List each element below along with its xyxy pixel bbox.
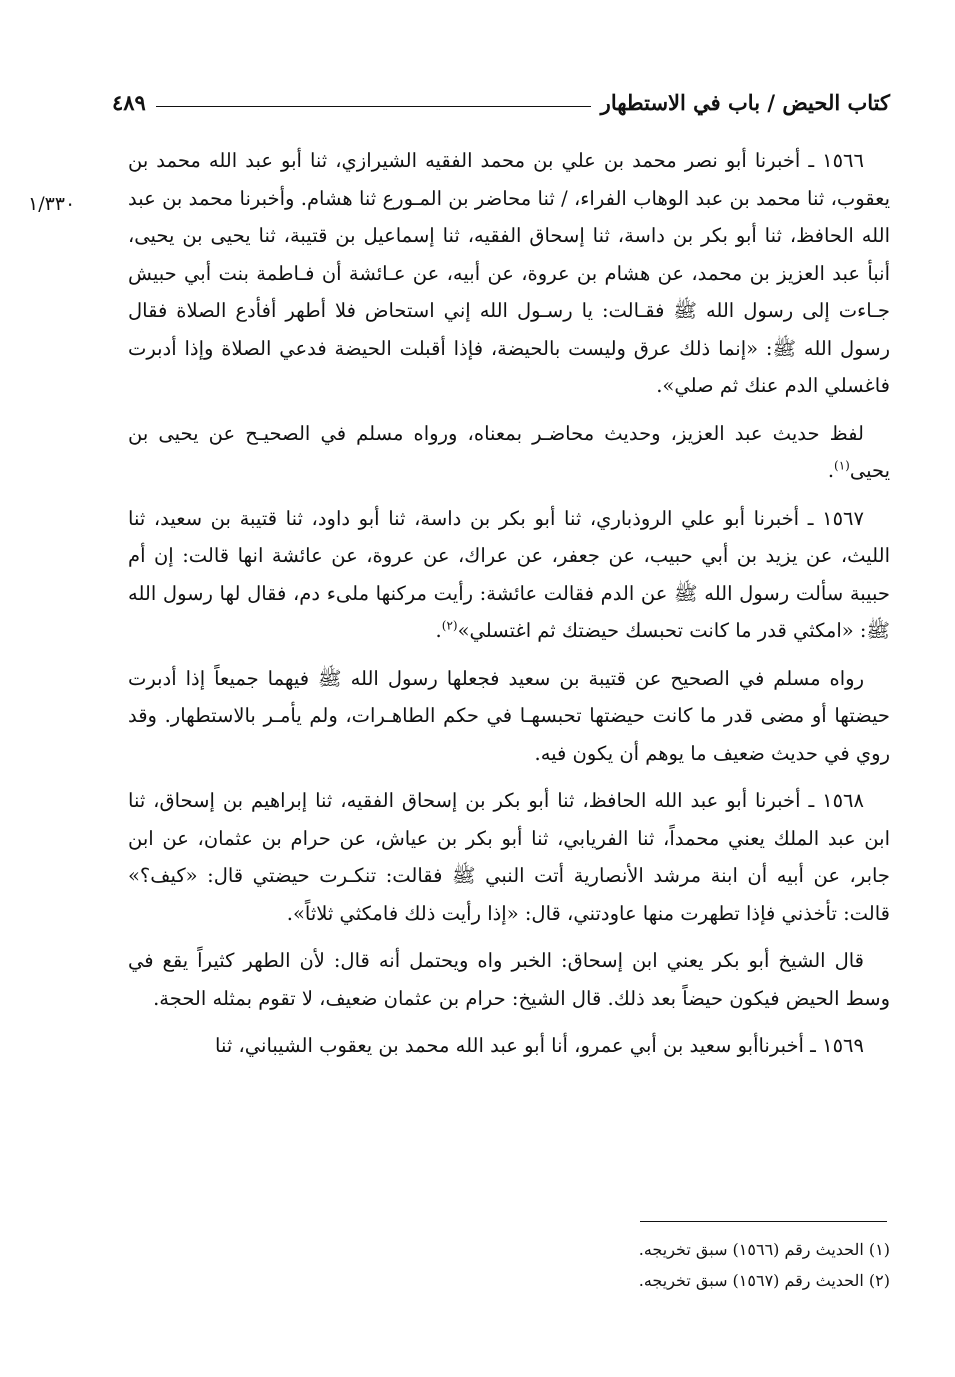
margin-reference: ١/٣٣٠: [28, 193, 76, 215]
paragraph-commentary-1: لفظ حديث عبد العزيز، وحديث محاضـر بمعناه، ورواه مسلم في الصحيـح عن يحيى بن يحيى$^{(١)}$.: [128, 421, 890, 482]
paragraph-commentary-2: رواه مسلم في الصحيح عن قتيبة بن سعيد فجعلها رسول الله ﷺ فيهما جميعاً إذا أدبرت حيضتها أو مضى قدر ما كانت حيضتها تحبسهـا في حكم الطاهـرات، ولم يأمـر بالاستطهار. وقد روي في حديث ضعيف ما يوهم أن يكون فيه.: [128, 666, 890, 765]
footnotes: [128, 1234, 890, 1296]
paragraph-hadith-1568: ١٥٦٨ ـ أخبرنا أبو عبد الله الحافظ، ثنا أبو بكر بن إسحاق الفقيه، ثنا إبراهيم بن إسحاق، ثنا ابن عبد الملك يعني محمداً، ثنا الفريابي، ثنا أبو بكر بن عياش، عن حرام بن عثمان، عن ابن جابر، عن أبيه أن ابنة مرشد الأنصارية أتت النبي ﷺ فقالت: تنكـرت حيضتي قال: «كيف؟» قالت: تأخذني فإذا تطهرت منها عاودتني، قال: «إذا رأيت ذلك فامكثي ثلاثاً».: [128, 789, 890, 925]
footnote-mark-1[interactable]: (١): [834, 458, 850, 473]
page-number: ٤٨٩: [112, 89, 146, 115]
footnote-2: (٢) الحديث رقم (١٥٦٧) سبق تخريجه.: [638, 1271, 890, 1290]
paragraph-text: ١٥٦٧ ـ أخبرنا أبو علي الروذباري، ثنا أبو بكر بن داسة، ثنا أبو داود، ثنا قتيبة بن سعيد، ثنا الليث، عن يزيد بن أبي حبيب، عن جعفر، عن عراك، عن عروة، عن عائشة انها قالت: إن أم حبيبة سألت رسول الله ﷺ عن الدم فقالت عائشة: رأيت مركنها ملىء دم، فقال لها رسول الله ﷺ: «امكثي قدر ما كانت تحبسك حيضتك ثم اغتسلي»: [128, 506, 890, 642]
paragraph-hadith-1567: ١٥٦٧ ـ أخبرنا أبو علي الروذباري، ثنا أبو بكر بن داسة، ثنا أبو داود، ثنا قتيبة بن سعيد، ثنا الليث، عن يزيد بن أبي حبيب، عن جعفر، عن عراك، عن عروة، عن عائشة انها قالت: إن أم حبيبة سألت رسول الله ﷺ عن الدم فقالت عائشة: رأيت مركنها ملىء دم، فقال لها رسول الله ﷺ: «امكثي قدر ما كانت تحبسك حيضتك ثم اغتسلي»$^{(٢)}$.: [128, 506, 890, 642]
paragraph-text: لفظ حديث عبد العزيز، وحديث محاضـر بمعناه، ورواه مسلم في الصحيـح عن يحيى بن يحيى: [128, 421, 890, 482]
paragraph-hadith-1566: ١٥٦٦ ـ أخبرنا أبو نصر محمد بن علي بن محمد الفقيه الشيرازي، ثنا أبو عبد الله محمد بن يعقوب، ثنا محمد بن عبد الوهاب الفراء، / ثنا محاضر بن المـورع ثنا هشام. وأخبرنا محمد بن عبد الله الحافظ، ثنا أبو بكر بن داسة، ثنا إسحاق الفقيه، ثنا إسماعيل بن قتيبة، ثنا يحيى بن يحيى، أنبأ عبد العزيز بن محمد، عن هشام بن عروة، عن أبيه، عن عـائشة أن فـاطمة بنت أبي حبيش جـاءت إلى رسول الله ﷺ فقـالت: يا رسـول الله إني استحاض فلا أطهر أفأدع الصلاة فقال رسول الله ﷺ: «إنما ذلك عرق وليست بالحيضة، فإذا أقبلت الحيضة فدعي الصلاة وإذا أدبرت فاغسلي الدم عنك ثم صلي».: [128, 149, 890, 397]
header-title: كتاب الحيض / باب في الاستطهار: [600, 89, 890, 115]
main-text: [128, 142, 890, 1075]
footnote-1: (١) الحديث رقم (١٥٦٦) سبق تخريجه.: [638, 1240, 890, 1259]
footnote-mark-2[interactable]: (٢): [441, 618, 458, 633]
footnote-separator: [640, 1221, 887, 1222]
header-rule: [156, 106, 591, 107]
running-header: [112, 82, 890, 122]
paragraph-commentary-3: قال الشيخ أبو بكر يعني ابن إسحاق: الخبر واه ويحتمل أنه قال: لأن الطهر كثيراً يقع في وسط الحيض فيكون حيضاً بعد ذلك. قال الشيخ: حرام بن عثمان ضعيف، لا تقوم بمثله الحجة.: [128, 949, 890, 1010]
paragraph-hadith-1569: ١٥٦٩ ـ أخبرناأبو سعيد بن أبي عمرو، أنا أبو عبد الله محمد بن يعقوب الشيباني، ثنا: [215, 1034, 864, 1057]
